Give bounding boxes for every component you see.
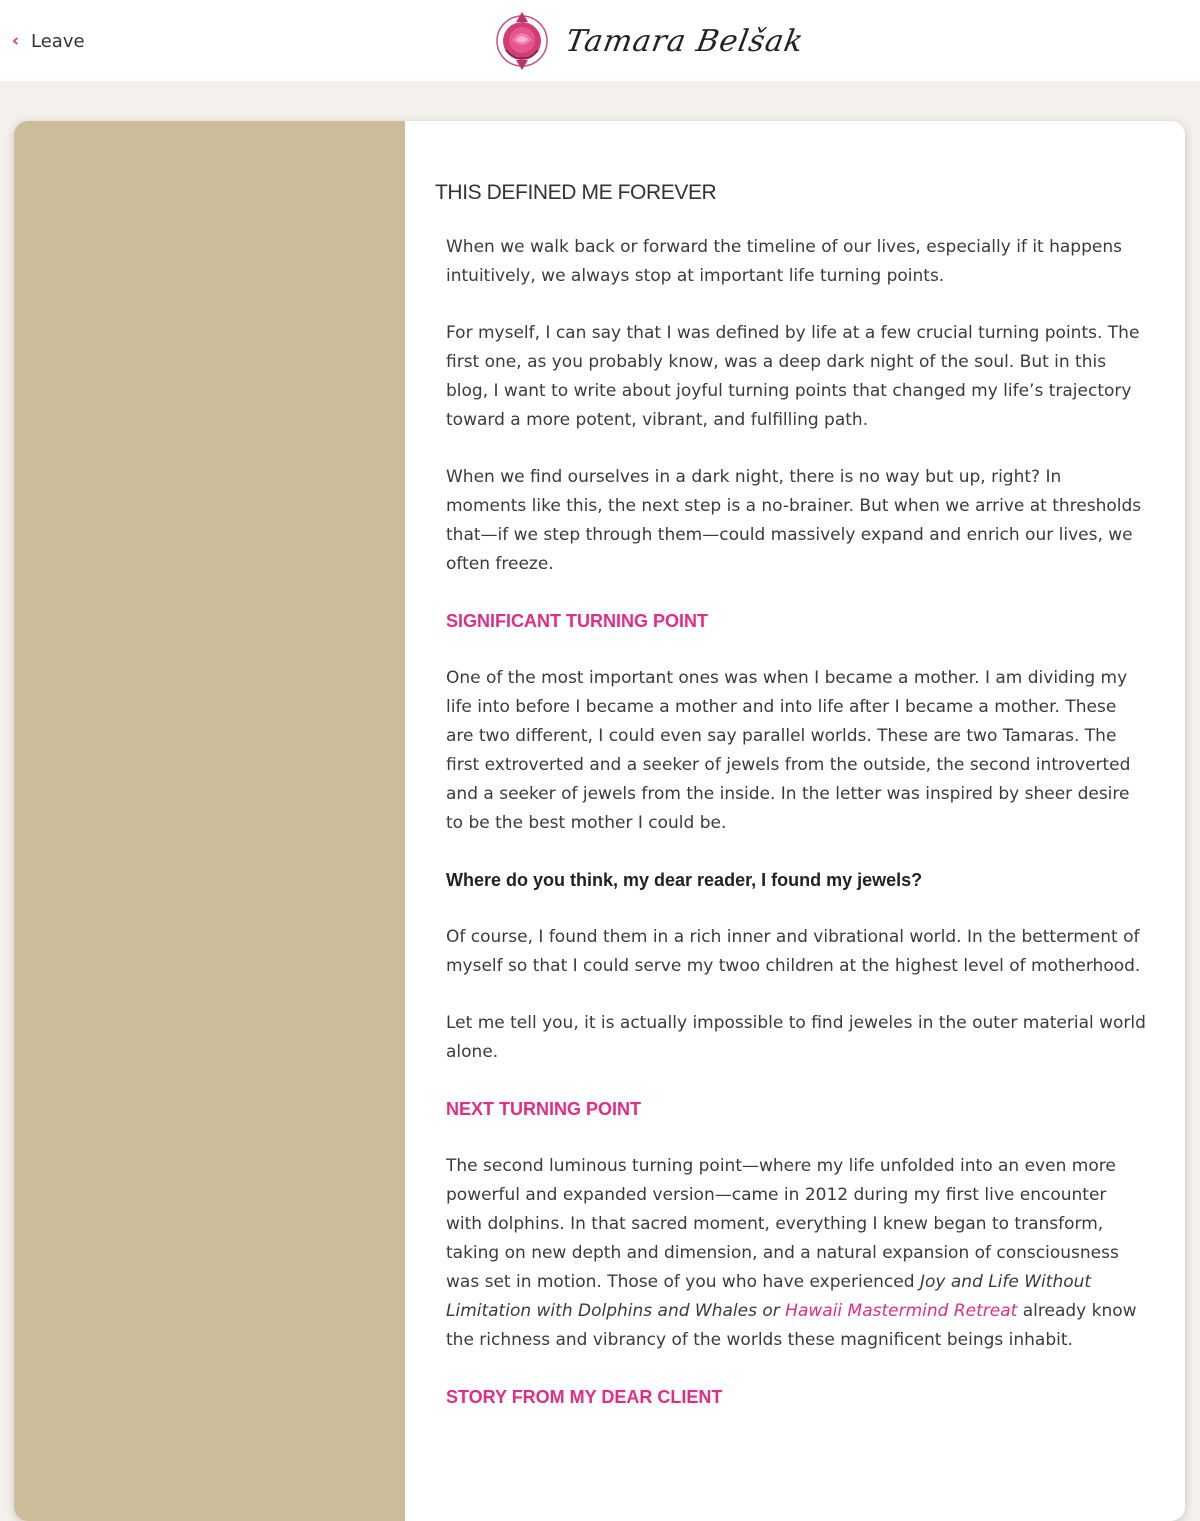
chevron-left-icon: ‹ [12,30,20,51]
paragraph: Of course, I found them in a rich inner and vibrational world. In the betterment of myself so that I could serve my twoo children at the highest level of motherhood. [446,927,1141,976]
article-content [405,121,1185,1521]
paragraph-text: already know the richness and vibrancy of the worlds these magnificent beings inhabit. [446,1301,1137,1350]
brand-name: Tamara Belšak [562,23,807,59]
hawaii-retreat-link[interactable]: Hawaii Mastermind Retreat [785,1301,1018,1321]
section-heading: STORY FROM MY DEAR CLIENT [446,1387,723,1407]
paragraph: One of the most important ones was when I became a mother. I am dividing my life into before I became a mother and into life after I became a mother. These are two different, I could even say parallel worlds. These are two Tamaras. The first extroverted and a seeker of jewels from the outside, the second introverted and a seeker of jewels from the inside. In the letter was inspired by sheer desire to be the best mother I could be. [446,668,1131,833]
paragraph: When we find ourselves in a dark night, there is no way but up, right? In moments like this, the next step is a no-brainer. But when we arrive at thresholds that—if we step through them—could massively expand and enrich our lives, we often freeze. [446,467,1142,574]
top-bar [0,0,1200,81]
brand-logo[interactable] [492,8,807,74]
paragraph: When we walk back or forward the timeline of our lives, especially if it happens intuitively, we always stop at important life turning points. [446,237,1122,286]
leave-button[interactable] [12,27,85,55]
paragraph: Let me tell you, it is actually impossible to find jeweles in the outer material world alone. [446,1013,1146,1062]
paragraph [446,1152,1146,1355]
section-heading: SIGNIFICANT TURNING POINT [446,611,708,631]
paragraph: For myself, I can say that I was defined by life at a few crucial turning points. The first one, as you probably know, was a deep dark night of the soul. But in this blog, I want to write about joyful turning points that changed my life’s trajectory toward a more potent, vibrant, and fulfilling path. [446,323,1140,430]
leave-label: Leave [31,30,85,52]
italic-text: Joy and Life Without Limitation with Dolphins and Whales or [446,1272,1092,1321]
article-card [14,121,1185,1521]
article-body [446,233,1146,1440]
bold-question: Where do you think, my dear reader, I found my jewels? [446,870,923,890]
paragraph-text: The second luminous turning point—where my life unfolded into an even more powerful and expanded version—came in 2012 during my first live encounter with dolphins. In that sacred moment, everything I knew began to transform, taking on new depth and dimension, and a natural expansion of consciousness was set in motion. Those of you who have experienced [446,1156,1119,1292]
rose-icon [492,10,552,72]
section-heading: NEXT TURNING POINT [446,1099,642,1119]
article-title: THIS DEFINED ME FOREVER [435,181,717,204]
sidebar-panel [14,121,405,1521]
